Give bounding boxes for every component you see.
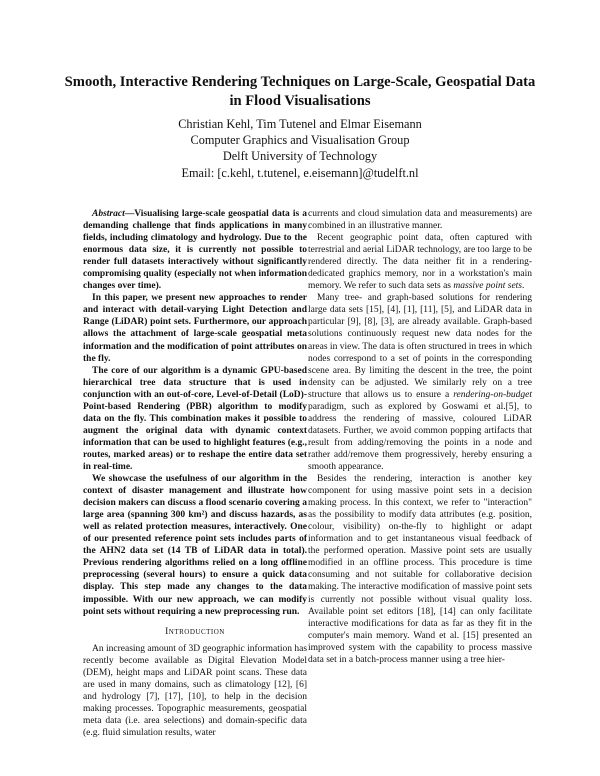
abstract-paragraph-3: The core of our algorithm is a dynamic GPU-based hierarchical tree data structure that is used in conjunction with an out-of-core, Level-of-Detail (LoD)-Point-based Rendering (PBR) algorithm to modify data on the fly. This combination makes it possible to augment the original data with dynamic context information that can be used to highlight features (e.g., routes, marked areas) or to reshape the entire data set in real-time. bbox=[83, 365, 307, 472]
intro-paragraph-3: Many tree- and graph-based solutions for rendering large data sets [15], [4], [1], [11], [5], and LiDAR data in particular [9], [8], [3], are already available. Graph-based solutions continuously request new data nodes for the areas in view. The data is often structured in trees in which nodes correspond to a set of points in the corresponding scene area. By limiting the descent in the tree, the point density can be adjusted. We similarly rely on a tree structure that allows us to ensure a rendering-on-budget paradigm, such as explored by Goswami et al.[5], to address the rendering of massive, coloured LiDAR datasets. Further, we avoid common popping artifacts that result from adding/removing the points in a node and rather add/remove them progressively, hereby ensuring a smooth appearance. bbox=[308, 293, 532, 472]
paper-title: Smooth, Interactive Rendering Techniques on Large-Scale, Geospatial Data in Flood Visualisations bbox=[64, 74, 536, 109]
abstract-paragraph-4: We showcase the usefulness of our algorithm in the context of disaster management and illustrate how decision makers can discuss a flood scenario covering a large area (spanning 300 km²) and discuss hazards, as well as related protection measures, interactively. One of our presented reference point sets includes parts of the AHN2 data set (14 TB of LiDAR data in total). Previous rendering algorithms relied on a long offline preprocessing (several hours) to ensure a quick data display. This step made any changes to the data impossible. With our new approach, we can modify point sets without requiring a new preprocessing run. bbox=[83, 474, 307, 617]
abstract-paragraph-2: In this paper, we present new approaches to render and interact with detail-varying Light Detection and Range (LiDAR) point sets. Furthermore, our approach allows the attachment of large-scale geospatial meta information and the modification of point attributes on the fly. bbox=[83, 293, 307, 364]
intro-paragraph-4: Besides the rendering, interaction is another key component for using massive point sets in a decision making process. In this context, we refer to "interaction" as the possibility to modify data attributes (e.g. position, colour, visibility) on-the-fly to highlight or adapt information and to get instantaneous visual feedback of the performed operation. Massive point sets are usually modified in an offline process. This procedure is time consuming and not suitable for collaborative decision making. The interactive modification of massive point sets is currently not possible without visual quality loss. Available point set editors [18], [14] can only facilitate interactive modifications for data as far as they fit in the computer's main memory. Wand et al. [15] presented an improved system with the capability to process massive data set in a batch-process manner using a tree hier- bbox=[308, 474, 532, 665]
author-group: Computer Graphics and Visualisation Group bbox=[190, 133, 410, 148]
abstract-paragraph-1: Abstract—Visualising large-scale geospatial data is a demanding challenge that finds applications in many fields, including climatology and hydrology. Due to the enormous data size, it is currently not possible to render full datasets interactively without significantly compromising quality (especially not when information changes over time). bbox=[83, 209, 307, 292]
author-block bbox=[60, 116, 540, 181]
intro-paragraph-continued: currents and cloud simulation data and measurements) are combined in an illustrative manner. bbox=[308, 209, 532, 232]
author-email: Email: [c.kehl, t.tutenel, e.eisemann]@tudelft.nl bbox=[181, 165, 419, 180]
left-column bbox=[83, 208, 307, 739]
intro-paragraph-1: An increasing amount of 3D geographic information has recently become available as Digital Elevation Model (DEM), height maps and LiDAR point scans. These data are used in many domains, such as climatology [12], [6] and hydrology [7], [17], [10], to help in the decision making processes. Topographic measurements, geospatial meta data (i.e. area selections) and domain-specific data (e.g. fluid simulation results, water bbox=[83, 643, 308, 738]
author-names: Christian Kehl, Tim Tutenel and Elmar Eisemann bbox=[178, 117, 422, 131]
term-rendering-on-budget: rendering-on-budget bbox=[453, 389, 532, 400]
right-column bbox=[308, 208, 532, 666]
intro-paragraph-2: Recent geographic point data, often captured with terrestrial and aerial LiDAR technology, are too large to be rendered directly. The data neither fit in a rendering-dedicated graphics memory, nor in a workstation's main memory. We refer to such data sets as massive point sets. bbox=[308, 233, 532, 292]
abstract-label: Abstract bbox=[92, 209, 125, 219]
section-heading-introduction: Introduction bbox=[165, 626, 225, 637]
author-university: Delft University of Technology bbox=[222, 149, 378, 164]
term-massive-point-sets: massive point sets bbox=[453, 281, 522, 292]
